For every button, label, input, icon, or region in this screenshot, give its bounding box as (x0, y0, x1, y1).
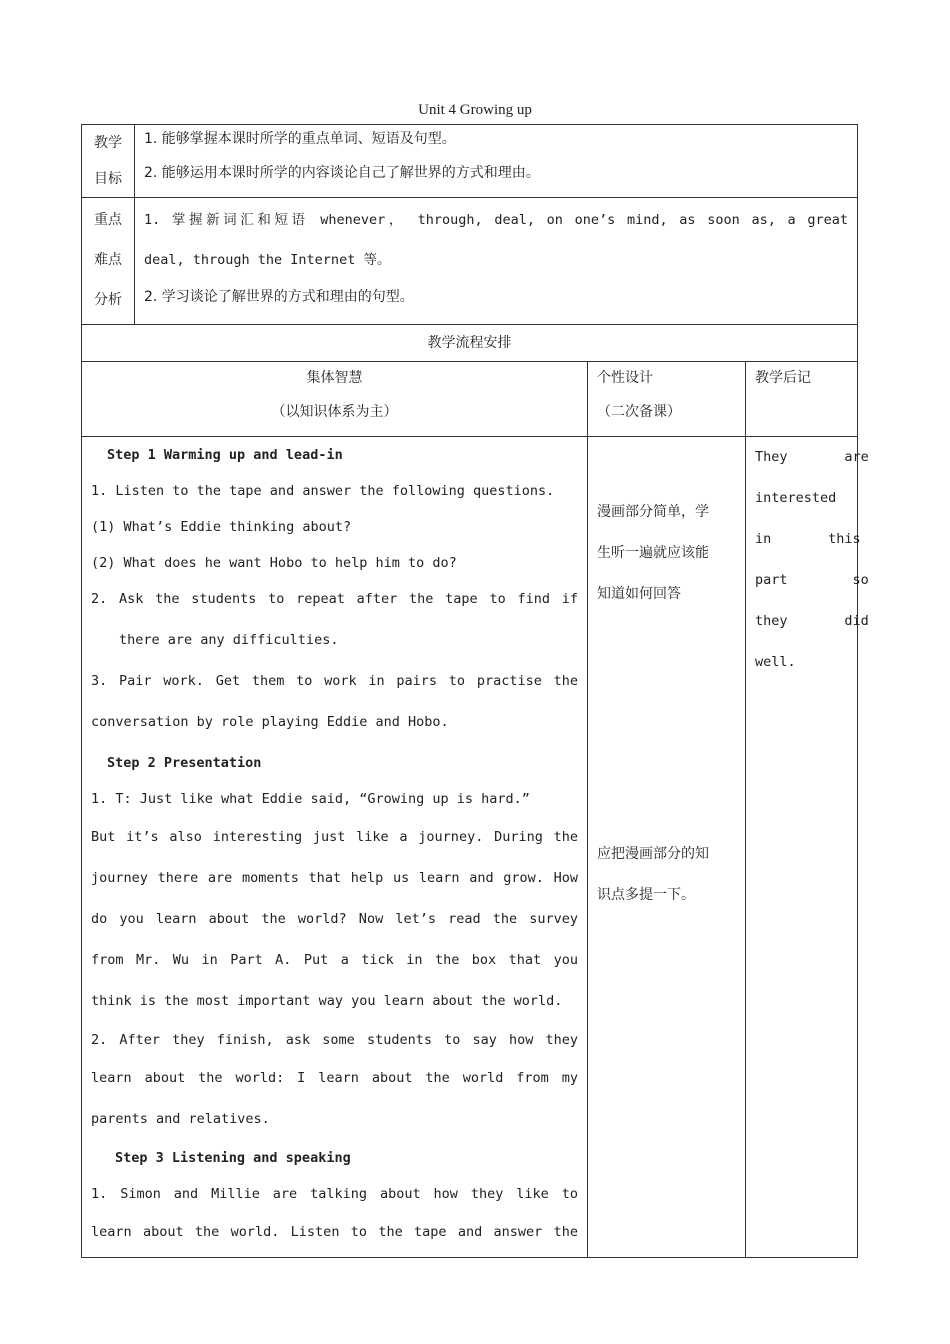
step-text: do you learn about the world? Now let’s read the survey (91, 911, 578, 927)
step-text: learn about the world. Listen to the tape and answer the (91, 1224, 578, 1240)
step-title: Step 2 Presentation (107, 755, 262, 771)
step-text: But it’s also interesting just like a journey. During the (91, 829, 578, 845)
reflection-line: well. (755, 654, 796, 670)
objectives-content (135, 125, 858, 198)
step-text: 1. T: Just like what Eddie said, “Growing up is hard.” (91, 791, 530, 807)
step-text: think is the most important way you learn about the world. (91, 993, 563, 1009)
process-header: 教学流程安排 (82, 325, 858, 362)
step-text: learn about the world: I learn about the world from my (91, 1070, 578, 1086)
collective-wisdom-header: 集体智慧 （以知识体系为主） (82, 362, 588, 437)
step-text: 1. Simon and Millie are talking about how they like to (91, 1186, 578, 1202)
key-points-content (135, 198, 858, 325)
step-text: 2. After they finish, ask some students to say how they (91, 1032, 578, 1048)
column-header-row (82, 362, 858, 437)
key-point-item: deal, through the Internet 等。 (144, 252, 391, 268)
step-text: 2. Ask the students to repeat after the tape to find if (91, 591, 578, 607)
design-note: 生听一遍就应该能 (597, 545, 709, 561)
reflection-line: in this (755, 531, 861, 547)
key-points-row (82, 198, 858, 325)
step-text: parents and relatives. (91, 1111, 270, 1127)
personal-design-header: 个性设计 （二次备课） (588, 362, 746, 437)
design-note: 知道如何回答 (597, 586, 681, 602)
teaching-steps (82, 437, 588, 1258)
step-text: 1. Listen to the tape and answer the following questions. (91, 483, 555, 499)
step-title: Step 3 Listening and speaking (115, 1150, 351, 1166)
step-text: conversation by role playing Eddie and Hobo. (91, 714, 449, 730)
design-note: 漫画部分简单，学 (597, 504, 709, 520)
steps-row (82, 437, 858, 1258)
personal-design-notes (588, 437, 746, 1258)
step-title: Step 1 Warming up and lead-in (107, 447, 343, 463)
objective-item: 1. 能够掌握本课时所学的重点单词、短语及句型。 (144, 131, 456, 147)
step-text: (1) What’s Eddie thinking about? (91, 519, 352, 535)
step-text: (2) What does he want Hobo to help him to do? (91, 555, 457, 571)
step-text: from Mr. Wu in Part A. Put a tick in the box that you (91, 952, 578, 968)
step-text: there are any difficulties. (119, 632, 339, 648)
objectives-row (82, 125, 858, 198)
document-title: Unit 4 Growing up (418, 102, 532, 118)
key-points-label: 重点 难点 分析 (82, 198, 135, 325)
reflection-header: 教学后记 (746, 362, 858, 437)
objective-item: 2. 能够运用本课时所学的内容谈论自己了解世界的方式和理由。 (144, 165, 540, 181)
key-point-item: 1. 掌握新词汇和短语 whenever， through, deal, on one’s mind, as soon as, a great (144, 212, 849, 228)
step-text: 3. Pair work. Get them to work in pairs to practise the (91, 673, 578, 689)
reflection-line: part so (755, 572, 869, 588)
reflection-line: they did (755, 613, 869, 629)
process-header-row (82, 325, 858, 362)
step-text: journey there are moments that help us learn and grow. How (91, 870, 578, 886)
design-note: 应把漫画部分的知 (597, 846, 709, 862)
reflection-notes (746, 437, 869, 1258)
design-note: 识点多提一下。 (597, 887, 695, 903)
objectives-label: 教学 目标 (82, 125, 135, 198)
reflection-line: They are (755, 449, 869, 465)
key-point-item: 2. 学习谈论了解世界的方式和理由的句型。 (144, 289, 414, 305)
lesson-plan-table (81, 124, 869, 1258)
reflection-line: interested (755, 490, 837, 506)
